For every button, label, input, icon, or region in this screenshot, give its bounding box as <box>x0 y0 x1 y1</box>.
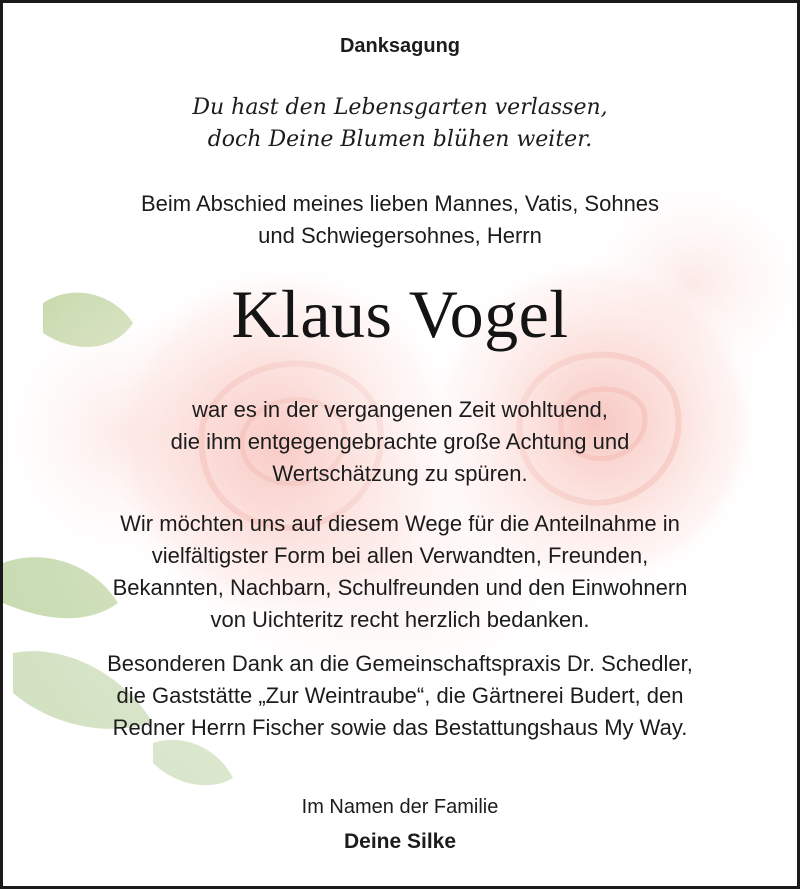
paragraph-line: Wir möchten uns auf diesem Wege für die Anteilnahme in <box>120 511 680 536</box>
paragraph-line: Bekannten, Nachbarn, Schulfreunden und den Einwohnern <box>112 575 688 600</box>
signature-name: Deine Silke <box>343 830 457 853</box>
deceased-name: Klaus Vogel <box>231 276 569 352</box>
notice-content <box>3 3 800 889</box>
paragraph-thanks <box>3 508 797 636</box>
signature-intro: Im Namen der Familie <box>301 796 499 818</box>
intro-line: und Schwiegersohnes, Herrn <box>258 223 542 248</box>
paragraph-line: vielfältigster Form bei allen Verwandten, Freunden, <box>151 543 649 568</box>
paragraph-line: Wertschätzung zu spüren. <box>272 461 528 486</box>
paragraph-line: die Gaststätte „Zur Weintraube“, die Gärtnerei Budert, den <box>116 683 684 708</box>
paragraph-gratitude <box>3 394 797 490</box>
paragraph-special-thanks <box>3 648 797 744</box>
paragraph-line: Redner Herrn Fischer sowie das Bestattungshaus My Way. <box>112 715 688 740</box>
intro-line: Beim Abschied meines lieben Mannes, Vatis, Sohnes <box>140 191 660 216</box>
notice-heading: Danksagung <box>339 35 461 57</box>
paragraph-line: war es in der vergangenen Zeit wohltuend, <box>192 397 608 422</box>
poem-line: doch Deine Blumen blühen weiter. <box>207 127 593 152</box>
paragraph-line: die ihm entgegengebrachte große Achtung und <box>170 429 630 454</box>
paragraph-line: Besonderen Dank an die Gemeinschaftspraxis Dr. Schedler, <box>107 651 693 676</box>
paragraph-line: von Uichteritz recht herzlich bedanken. <box>210 607 590 632</box>
poem-line: Du hast den Lebensgarten verlassen, <box>192 95 608 120</box>
